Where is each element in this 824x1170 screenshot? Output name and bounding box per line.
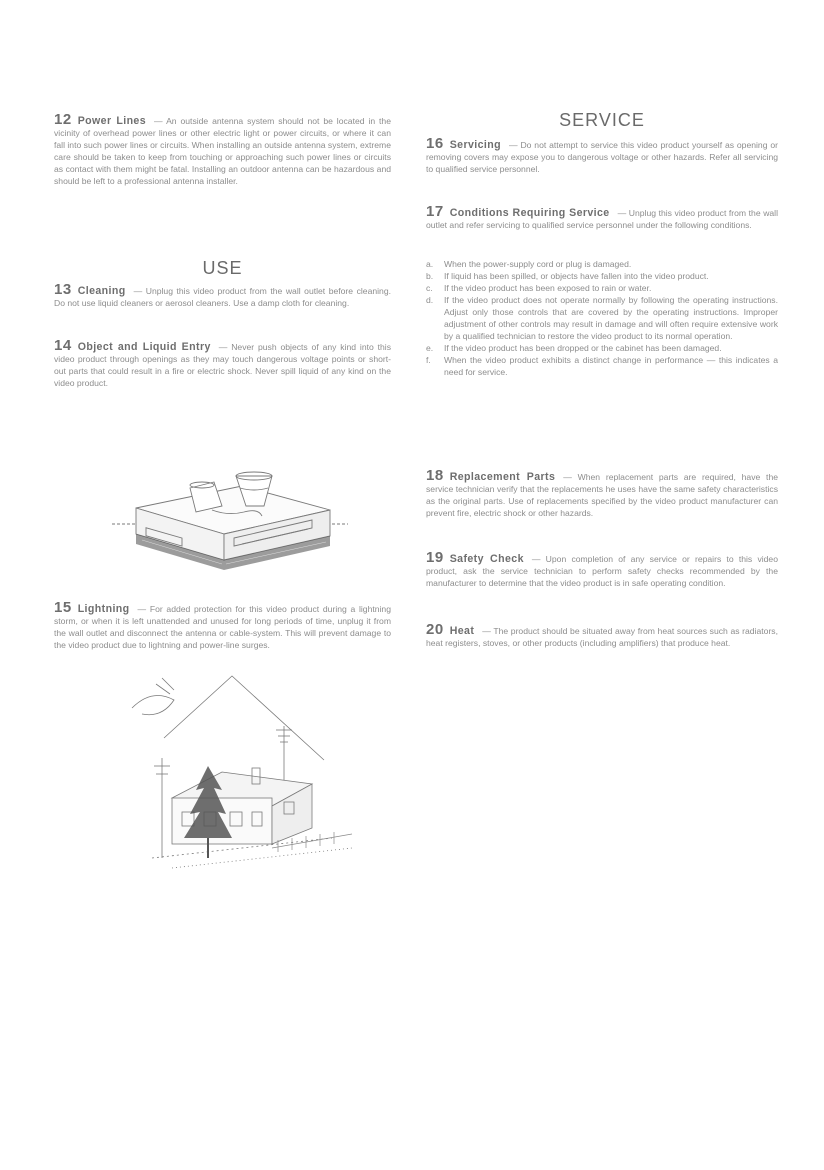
item-text: — When replacement parts are required, have the service technician verify that the replacements he uses have the same safety characteristics as the original parts. Use of replacements specified by the video product manufacturer can prevent fire, electric shock or other hazards.	[426, 472, 779, 518]
item-18-replacement-parts	[426, 467, 779, 519]
item-12-power-lines	[54, 111, 391, 187]
condition-item	[426, 354, 778, 378]
item-13-cleaning	[54, 281, 391, 309]
condition-item	[426, 282, 778, 294]
condition-text: If the video product has been dropped or the cabinet has been damaged.	[444, 343, 722, 353]
condition-letter: d.	[426, 295, 434, 305]
item-number: 15	[54, 599, 72, 616]
item-number: 18	[426, 467, 444, 484]
condition-letter: e.	[426, 343, 434, 353]
item-title: Servicing	[449, 139, 501, 151]
item-14-object-liquid-entry	[54, 337, 391, 389]
item-number: 20	[426, 621, 444, 638]
item-17-conditions-requiring-service	[426, 203, 778, 231]
item-title: Replacement Parts	[449, 471, 556, 483]
service-conditions-list	[426, 258, 778, 378]
condition-item	[426, 294, 778, 342]
use-heading: USE	[202, 258, 243, 278]
item-20-heat	[426, 621, 778, 649]
item-text: — Upon completion of any service or repairs to this video product, ask the service technician to perform safety checks recommended by the manufacturer to determine that the video product is in safe operating condition.	[426, 554, 778, 588]
item-number: 13	[54, 281, 72, 298]
condition-letter: c.	[426, 283, 433, 293]
item-title: Heat	[449, 625, 475, 637]
item-text: — The product should be situated away from heat sources such as radiators, heat registers, stoves, or other products (including amplifiers) that produce heat.	[426, 626, 778, 648]
item-title: Lightning	[77, 603, 130, 615]
item-title: Conditions Requiring Service	[449, 207, 610, 219]
item-number: 16	[426, 135, 444, 152]
item-title: Safety Check	[449, 553, 524, 565]
item-16-servicing	[426, 135, 778, 175]
condition-item	[426, 342, 778, 354]
item-title: Object and Liquid Entry	[77, 341, 211, 353]
item-number: 12	[54, 111, 72, 128]
condition-text: When the video product exhibits a distinct change in performance — this indicates a need for service.	[444, 355, 778, 377]
item-number: 14	[54, 337, 72, 354]
condition-text: If the video product does not operate normally by following the operating instructions. Adjust only those controls that are covered by the operating instructions. Improper adjustment of other controls may result in damage and will often require extensive work by a qualified technician to restore the video product to its normal operation.	[444, 295, 778, 341]
condition-text: When the power-supply cord or plug is damaged.	[444, 259, 632, 269]
item-19-safety-check	[426, 549, 778, 589]
item-text: — Unplug this video product from the wall outlet and refer servicing to qualified service personnel under the following conditions.	[426, 208, 778, 230]
item-title: Cleaning	[77, 285, 126, 297]
item-text: — Do not attempt to service this video product yourself as opening or removing covers may expose you to dangerous voltage or other hazards. Refer all servicing to qualified service personnel.	[426, 140, 778, 174]
item-text: — Never push objects of any kind into this video product through openings as they may touch dangerous voltage points or short-out parts that could result in a fire or electric shock. Never spill liquid of any kind on the video product.	[54, 342, 391, 388]
item-number: 17	[426, 203, 444, 220]
condition-text: If liquid has been spilled, or objects have fallen into the video product.	[444, 271, 709, 281]
condition-item	[426, 270, 778, 282]
item-title: Power Lines	[77, 115, 147, 127]
item-number: 19	[426, 549, 444, 566]
condition-letter: b.	[426, 271, 434, 281]
item-text: — An outside antenna system should not be located in the vicinity of overhead power lines or other electric light or power circuits, or where it can fall into such power lines or circuits. When installing an outside antenna system, extreme care should be taken to keep from touching or approaching such power lines or circuits as contact with them might be fatal. Installing an outdoor antenna can be hazardous and should be left to a professional antenna installer.	[54, 116, 391, 186]
service-heading: SERVICE	[559, 110, 645, 130]
vcr-illustration	[112, 458, 352, 580]
item-text: — For added protection for this video product during a lightning storm, or when it is left unattended and unused for long periods of time, unplug it from the wall outlet and disconnect the antenna or cable-system. This will prevent damage to the video product due to lightning and power-line surges.	[54, 604, 391, 650]
item-text: — Unplug this video product from the wall outlet before cleaning. Do not use liquid cleaners or aerosol cleaners. Use a damp cloth for cleaning.	[54, 286, 391, 308]
condition-item	[426, 258, 778, 270]
condition-text: If the video product has been exposed to rain or water.	[444, 283, 652, 293]
condition-letter: f.	[426, 355, 431, 365]
house-illustration	[112, 668, 362, 878]
item-15-lightning	[54, 599, 391, 651]
condition-letter: a.	[426, 259, 434, 269]
